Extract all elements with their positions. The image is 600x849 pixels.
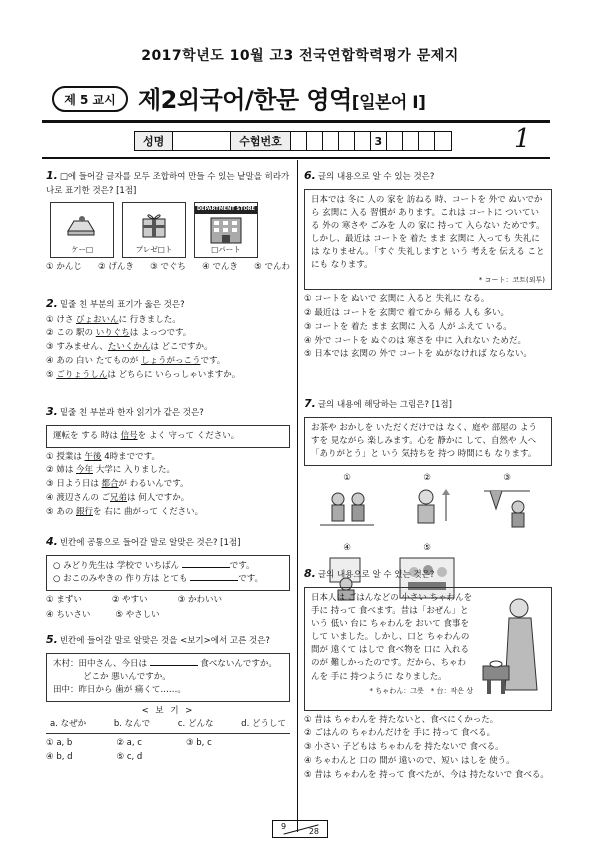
choice-2[interactable]: ② 最近は コートを 玄関で 着てから 帰る 人も 多い。: [304, 308, 510, 319]
man-with-bowl-illustration: [479, 594, 545, 702]
bogi-options: a. なぜか b. なんで c. どんな d. どうして: [50, 718, 286, 729]
subject-sub: [일본어 Ⅰ]: [351, 93, 426, 113]
exam-number-cell[interactable]: [339, 132, 355, 150]
choice-list: [46, 451, 290, 519]
choice-4[interactable]: ④ あの 白い たてものが しょうがっこうです。: [46, 355, 226, 366]
choice-row: [46, 609, 290, 622]
passage-box: お茶や おかしを いただくだけでは なく、庭や 部屋の ようすを 見ながら 楽しみます。心を 静かに して、自然や 人へ「ありがとう」と いう 気持ちを 持つ 時間にも なります。: [304, 417, 552, 467]
flower-arranging-icon: [390, 485, 464, 533]
choice-4[interactable]: ④ ちゃわんと 口の 間が 遠いので、短い はしを 使う。: [304, 755, 515, 766]
exam-number-cell[interactable]: [403, 132, 419, 150]
choice-5[interactable]: ⑤ 日本では 玄関の 外で コートを ぬがなければ ならない。: [304, 349, 532, 360]
choice-2[interactable]: ② この 駅の いりぐちは よっつです。: [46, 328, 192, 339]
annotation: * ちゃわん：그릇 * 台：작은 상: [369, 686, 473, 695]
choice-1[interactable]: ① 授業は 午後 4時までです。: [46, 451, 160, 462]
blank: [182, 560, 230, 568]
choice-5[interactable]: ⑤ あの 銀行を 右に 曲がって ください。: [46, 506, 204, 517]
question-title: 5. 빈칸에 들어갈 말로 알맞은 것을 <보기>에서 고른 것은?: [46, 633, 270, 646]
picture-choice-4[interactable]: ④: [310, 542, 384, 608]
exam-number-cell-fixed: 3: [371, 132, 387, 150]
question-title: 1. □에 들어갈 글자를 모두 조합하여 만들 수 있는 낱말을 히라가나로 표기한 것은? [1점]: [46, 169, 290, 196]
choice-2[interactable]: ② ごはんの ちゃわんだけを 手に 持って 食べる。: [304, 728, 496, 739]
question-box: 運転を する 時は 信号を よく 守って ください。: [46, 425, 290, 448]
choice-list: [304, 293, 552, 361]
choice-3[interactable]: ③ かわいい: [177, 594, 222, 605]
dialog-box: 木村：田中さん、今日は 食べないんですか。 どこか 悪いんですか。 田中：昨日から 歯が 痛くて……。: [46, 653, 290, 703]
picture-choice-2[interactable]: ②: [390, 472, 464, 538]
choice-3[interactable]: ③ 小さい 子どもは ちゃわんを 持たないで 食べる。: [304, 742, 504, 752]
building-icon: [208, 215, 244, 245]
choice-5[interactable]: ⑤ やさしい: [115, 609, 160, 620]
question-1: [46, 168, 290, 274]
choice-list: [304, 714, 552, 782]
choice-3[interactable]: ③ でぐち: [150, 262, 186, 273]
question-title: 8. 글의 내용으로 알 수 있는 것은?: [304, 567, 435, 580]
store-sign: DEPARTMENT STORE: [197, 206, 255, 213]
choice-row: [46, 261, 290, 274]
exam-number-cell[interactable]: [323, 132, 339, 150]
gift-box-icon: [136, 209, 172, 239]
choice-5[interactable]: ⑤ c, d: [116, 752, 143, 763]
title-rule: [42, 120, 550, 123]
exam-number-cell[interactable]: [291, 132, 307, 150]
choice-1[interactable]: ① 昔は ちゃわんを 持たないと、食べにくかった。: [304, 714, 499, 725]
picture-caption: □パート: [211, 245, 241, 254]
picture-choice-1[interactable]: ①: [310, 472, 384, 538]
choice-1[interactable]: ① まずい: [46, 594, 82, 605]
choice-1[interactable]: ① a, b: [46, 737, 73, 748]
name-label: 성명: [135, 132, 173, 150]
passage-box: 日本人は ごはんなどの 小さい ちゃわんを 手に 持って 食べます。昔は「おぜん」と いう 低い 台に ちゃわんを おいて 食事を して いました。しかし、口と ちゃわんの 間が 遠くて はしで 食べ物を 口に 入れるのが 難しかったのです。だから、ちゃわんを 手に 持つように なりました。 * ちゃわん：그릇 * 台：작은 상: [304, 587, 552, 711]
choice-3[interactable]: ③ b, c: [185, 737, 212, 748]
choice-5[interactable]: ⑤ ごりょうしんは どちらに いらっしゃいますか。: [46, 369, 241, 380]
choice-4[interactable]: ④ b, d: [46, 752, 73, 763]
choice-3[interactable]: ③ すみません、たいくかんは どこですか。: [46, 342, 213, 352]
page-footer: [272, 820, 328, 838]
choice-2[interactable]: ② a, c: [116, 737, 142, 748]
department-store-picture: [194, 202, 258, 258]
choice-4[interactable]: ④ 渡辺さんの ご兄弟は 何人ですか。: [46, 492, 190, 503]
passage-box: 日本では 冬に 人の 家を 訪ねる 時、コートを 外で ぬいでから 玄関に 入る 習慣が あります。これは コートに ついている 外の 寒さや ごみを 人の 家に 持って 入らない ためです。しかし、最近は コートを 着た まま 玄関に 入っても 失礼には なりません。「すぐ 失礼しますと いう 考えを 伝える ことにも なります。 * コート：코트(외투): [304, 189, 552, 291]
choice-2[interactable]: ② 姉は 今年 大学に 入りました。: [46, 465, 175, 476]
question-8: [304, 566, 552, 781]
choice-row: [46, 594, 290, 607]
choice-list: [46, 314, 290, 382]
choice-row: [46, 737, 290, 750]
choice-2[interactable]: ② やすい: [111, 594, 148, 605]
question-title: 4. 빈칸에 공통으로 들어갈 말로 알맞은 것은? [1점]: [46, 535, 241, 548]
session-badge: 제 5 교시: [52, 86, 128, 112]
question-6: [304, 168, 552, 361]
blank: [150, 658, 198, 666]
exam-number-label: 수험번호: [231, 132, 291, 150]
cake-picture: [50, 202, 114, 258]
choice-1[interactable]: ① コートを ぬいで 玄関に 入ると 失礼に なる。: [304, 294, 490, 305]
choice-4[interactable]: ④ でんき: [202, 262, 238, 273]
question-5: [46, 632, 290, 764]
choice-1[interactable]: ① けさ びょおいんに 行きました。: [46, 314, 181, 325]
cake-icon: [64, 209, 100, 239]
column-divider: [297, 160, 298, 832]
choice-5[interactable]: ⑤ 昔は ちゃわんを 持って 食べたが、今は 持たないで 食べる。: [304, 769, 549, 780]
page-number: 1: [514, 124, 531, 154]
exam-number-cell[interactable]: [355, 132, 371, 150]
picture-choice-5[interactable]: ⑤: [390, 542, 464, 608]
question-2: [46, 296, 290, 381]
question-4: [46, 534, 290, 621]
exam-title: 2017학년도 10월 고3 전국연합학력평가 문제지: [141, 48, 459, 64]
total-pages: 28: [308, 827, 319, 836]
present-picture: [122, 202, 186, 258]
picture-choice-3[interactable]: ③: [470, 472, 544, 538]
bogi-label: < 보 기 >: [141, 706, 195, 717]
choice-1[interactable]: ① かんじ: [46, 262, 82, 273]
question-title: 7. 글의 내용에 해당하는 그림은? [1점]: [304, 397, 452, 410]
picture-caption: プレゼ□ト: [135, 245, 173, 254]
choice-3[interactable]: ③ コートを 着た まま 玄関に 入る 人が ふえて いる。: [304, 321, 512, 332]
kimono-hanging-icon: [470, 485, 544, 533]
choice-4[interactable]: ④ 外で コートを ぬぐのは 寒さを 中に 入れない ためだ。: [304, 335, 527, 346]
annotation: * コート：코트(외투): [478, 275, 545, 284]
name-field[interactable]: [173, 132, 231, 150]
subject-title: [138, 80, 425, 115]
exam-number-cell[interactable]: [387, 132, 403, 150]
picture-row: [50, 202, 290, 258]
question-title: 3. 밑줄 친 부분과 한자 읽기가 같은 것은?: [46, 405, 204, 418]
current-page: 9: [281, 822, 287, 831]
tea-ceremony-icon: [310, 485, 384, 533]
blank: [190, 573, 238, 581]
question-title: 6. 글의 내용으로 알 수 있는 것은?: [304, 169, 435, 182]
choice-row: [46, 751, 290, 764]
subject-name: 제2외국어/한문 영역: [138, 86, 352, 114]
choice-4[interactable]: ④ ちいさい: [46, 609, 91, 620]
exam-number-cell[interactable]: [419, 132, 435, 150]
picture-caption: ケー□: [70, 245, 94, 254]
exam-number-cell[interactable]: [435, 132, 451, 150]
question-title: 2. 밑줄 친 부분의 표기가 옳은 것은?: [46, 297, 185, 310]
examinee-info-bar: [134, 131, 452, 151]
choice-5[interactable]: ⑤ でんわ: [254, 262, 290, 273]
choice-2[interactable]: ② げんき: [98, 262, 134, 273]
question-3: [46, 404, 290, 518]
exam-number-cell[interactable]: [307, 132, 323, 150]
question-box: ○ みどり先生は 学校で いちばん です。 ○ おこのみやきの 作り方は とても です。: [46, 555, 290, 591]
info-rule: [42, 157, 550, 159]
choice-3[interactable]: ③ 日よう日は 都合が わるいんです。: [46, 479, 189, 490]
